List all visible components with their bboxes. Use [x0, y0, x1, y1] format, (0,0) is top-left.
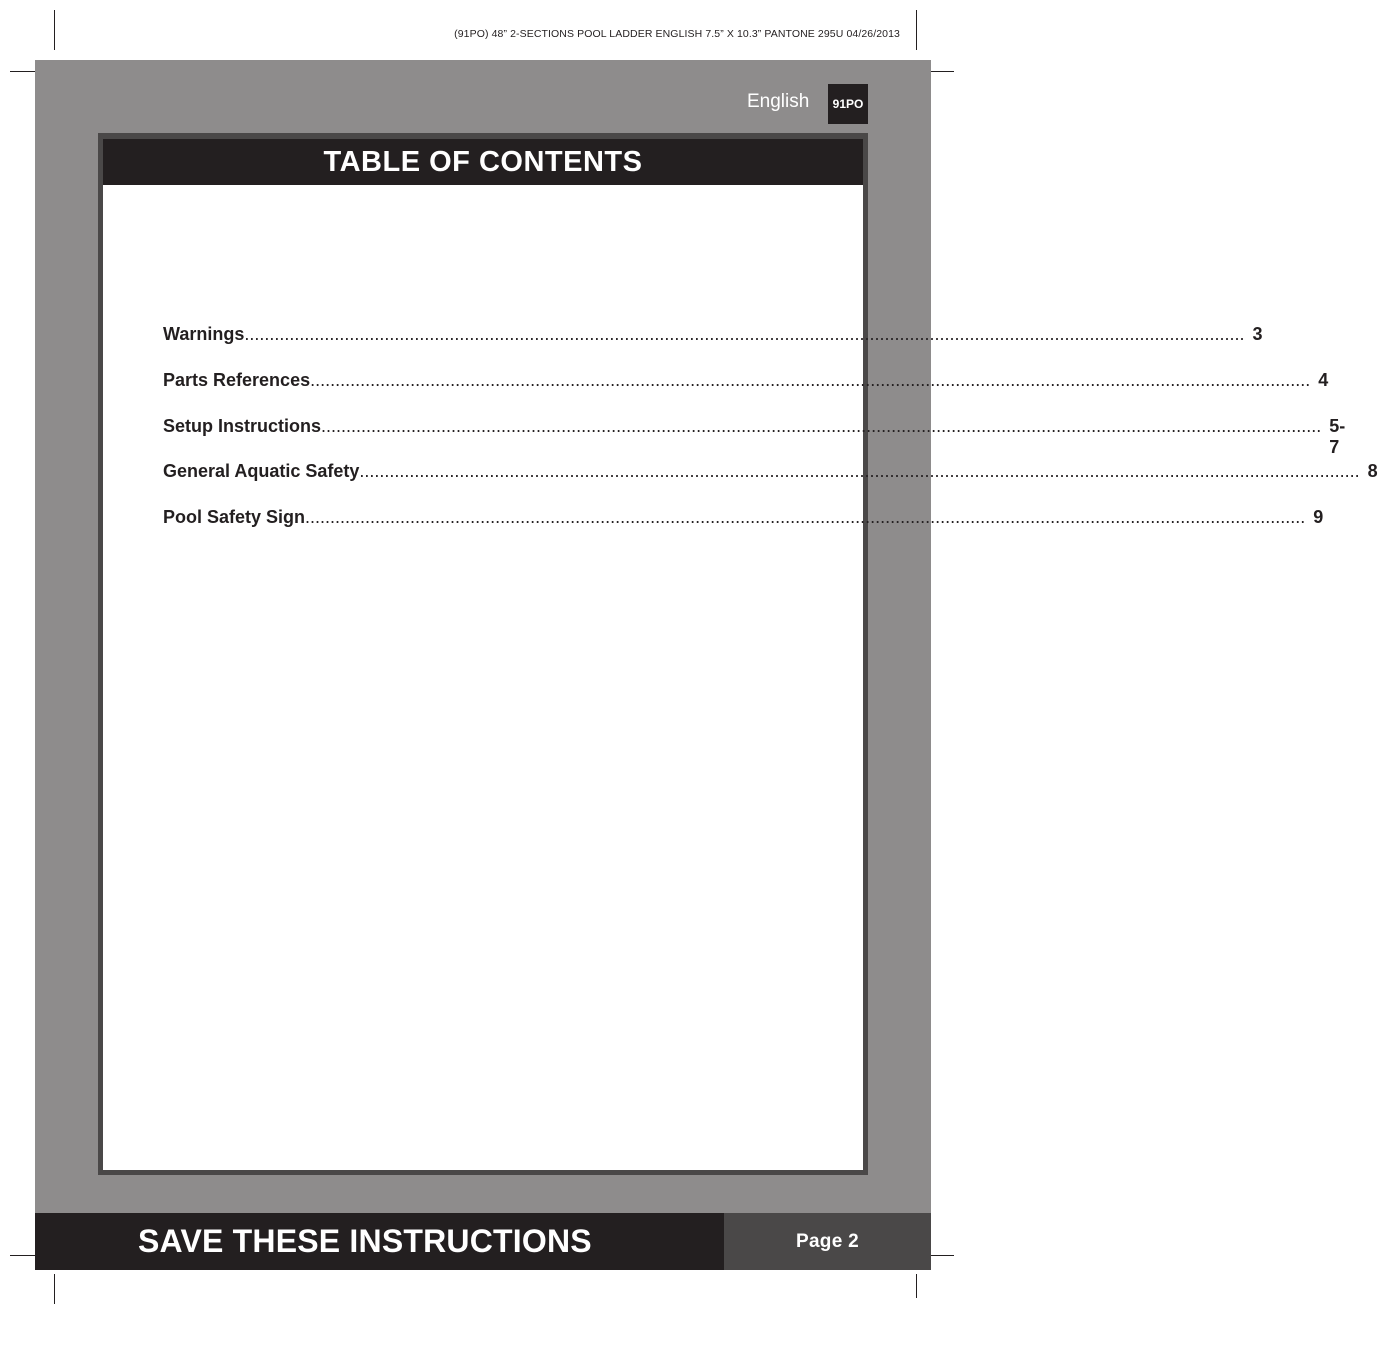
- toc-entry-label: Warnings: [163, 324, 245, 344]
- toc-leader-dots: ........................................................................................................................................................................................................: [244, 324, 1245, 344]
- toc-leader-dots: ........................................................................................................................................................................................................: [305, 507, 1306, 528]
- toc-entry-general-aquatic-safety: [163, 461, 1378, 507]
- manual-page: [35, 60, 1378, 1270]
- toc-entry-parts-references: [163, 369, 1329, 416]
- toc-entry-label: General Aquatic Safety: [163, 461, 360, 482]
- toc-list: [163, 324, 1378, 553]
- crop-mark: [54, 10, 55, 50]
- language-label: English: [747, 91, 810, 112]
- toc-leader-dots: ........................................................................................................................................................................................................: [321, 415, 1322, 436]
- toc-entry-label: Setup Instructions: [163, 415, 322, 436]
- toc-entry-label: Pool Safety Sign: [163, 507, 306, 528]
- toc-panel: [103, 139, 1378, 1170]
- crop-mark: [54, 1274, 55, 1304]
- toc-leader-dots: ........................................................................................................................................................................................................: [310, 369, 1311, 390]
- toc-entry-page: 3: [1252, 324, 1263, 344]
- toc-entry-page: 9: [1313, 507, 1324, 528]
- crop-mark: [916, 10, 917, 50]
- toc-entry-page: 5-7: [1329, 415, 1346, 457]
- toc-entry-warnings: [163, 324, 1263, 370]
- toc-frame: [98, 133, 1378, 1175]
- footer-title: SAVE THESE INSTRUCTIONS: [138, 1223, 592, 1259]
- toc-entry-setup-instructions: [163, 415, 1346, 462]
- toc-title: TABLE OF CONTENTS: [103, 139, 863, 185]
- toc-entry-pool-safety-sign: [163, 507, 1324, 553]
- toc-entry-page: 4: [1318, 369, 1329, 390]
- page-number-box: Page 2: [724, 1213, 931, 1270]
- toc-entry-label: Parts References: [163, 369, 311, 390]
- crop-mark: [916, 1274, 917, 1298]
- footer-bar: [35, 1213, 724, 1270]
- print-header: (91PO) 48” 2-SECTIONS POOL LADDER ENGLISH 7.5” X 10.3” PANTONE 295U 04/26/2013: [454, 28, 900, 40]
- model-code-badge: 91PO: [828, 84, 868, 124]
- toc-leader-dots: ........................................................................................................................................................................................................: [359, 461, 1360, 482]
- toc-entry-page: 8: [1367, 461, 1378, 482]
